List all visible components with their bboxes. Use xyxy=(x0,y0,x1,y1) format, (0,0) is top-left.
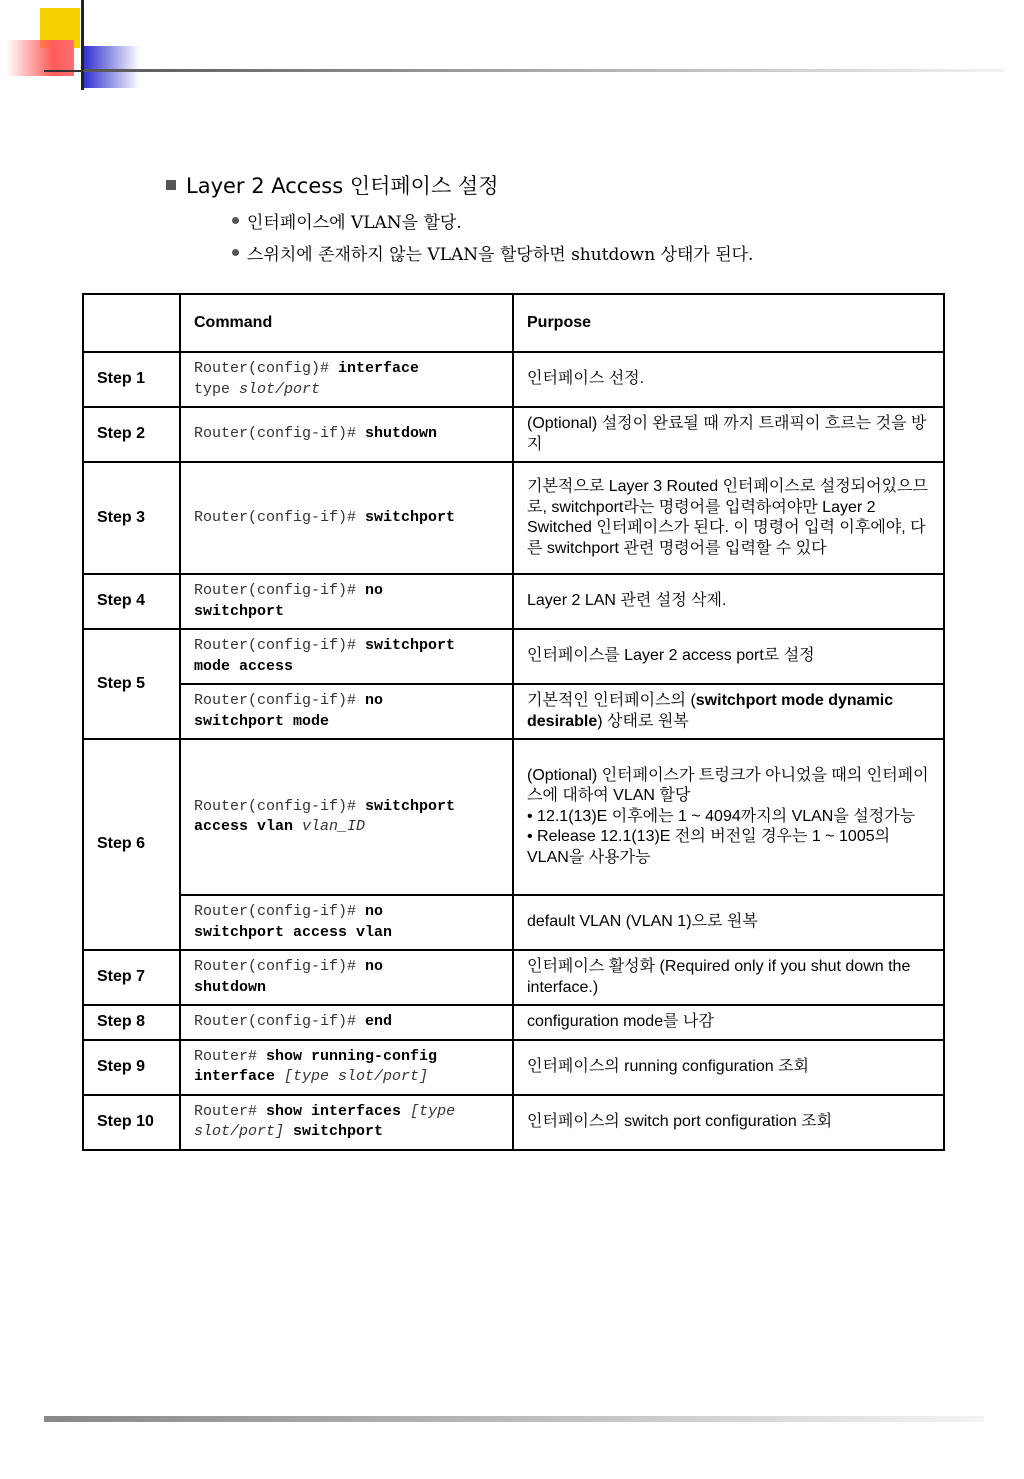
table-row xyxy=(83,950,944,1005)
table-row xyxy=(83,895,944,950)
purpose-cell: default VLAN (VLAN 1)으로 원복 xyxy=(513,895,944,950)
command-cell: Router(config)# interface type slot/port xyxy=(180,352,513,407)
header-rule xyxy=(84,69,1004,72)
command-cell: Router(config-if)# no shutdown xyxy=(180,950,513,1005)
purpose-cell: (Optional) 설정이 완료될 때 까지 트래픽이 흐르는 것을 방지 xyxy=(513,407,944,462)
dot-bullet-icon xyxy=(232,217,239,224)
purpose-cell: 기본적인 인터페이스의 (switchport mode dynamic desirable) 상태로 원복 xyxy=(513,684,944,739)
table-row xyxy=(83,574,944,629)
bullet-text: 인터페이스에 VLAN을 할당. xyxy=(247,213,462,233)
command-cell: Router(config-if)# no switchport xyxy=(180,574,513,629)
header-purpose: Purpose xyxy=(513,294,944,352)
bullet-item xyxy=(232,208,462,233)
table-row xyxy=(83,407,944,462)
table-row xyxy=(83,1005,944,1040)
step-label: Step 10 xyxy=(83,1095,180,1150)
purpose-cell: configuration mode를 나감 xyxy=(513,1005,944,1040)
square-bullet-icon xyxy=(166,180,176,190)
step-label: Step 8 xyxy=(83,1005,180,1040)
command-cell: Router# show interfaces [type slot/port] switchport xyxy=(180,1095,513,1150)
purpose-cell: 인터페이스 선정. xyxy=(513,352,944,407)
bullet-item xyxy=(232,240,753,265)
table-row xyxy=(83,684,944,739)
bullet-text: 스위치에 존재하지 않는 VLAN을 할당하면 shutdown 상태가 된다. xyxy=(247,245,754,265)
step-label: Step 5 xyxy=(83,629,180,739)
command-cell: Router# show running-config interface [type slot/port] xyxy=(180,1040,513,1095)
purpose-cell: 인터페이스 활성화 (Required only if you shut down the interface.) xyxy=(513,950,944,1005)
step-label: Step 6 xyxy=(83,739,180,950)
table-row xyxy=(83,1040,944,1095)
command-cell: Router(config-if)# shutdown xyxy=(180,407,513,462)
step-label: Step 7 xyxy=(83,950,180,1005)
footer-rule xyxy=(44,1416,984,1422)
section-heading xyxy=(166,170,499,200)
table-row xyxy=(83,352,944,407)
command-cell: Router(config-if)# no switchport mode xyxy=(180,684,513,739)
logo-vertical-line xyxy=(81,0,84,90)
table-row xyxy=(83,629,944,684)
step-label: Step 3 xyxy=(83,462,180,574)
purpose-cell: Layer 2 LAN 관련 설정 삭제. xyxy=(513,574,944,629)
table-row xyxy=(83,462,944,574)
logo-blue-block xyxy=(82,46,140,88)
command-cell: Router(config-if)# no switchport access vlan xyxy=(180,895,513,950)
heading-text: Layer 2 Access 인터페이스 설정 xyxy=(186,174,499,198)
step-label: Step 4 xyxy=(83,574,180,629)
dot-bullet-icon xyxy=(232,249,239,256)
table-row xyxy=(83,739,944,895)
purpose-cell: 인터페이스의 switch port configuration 조회 xyxy=(513,1095,944,1150)
header-command: Command xyxy=(180,294,513,352)
command-cell: Router(config-if)# switchport mode access xyxy=(180,629,513,684)
decorative-logo xyxy=(0,0,160,100)
header-step xyxy=(83,294,180,352)
command-table xyxy=(82,293,945,1151)
purpose-cell: 인터페이스의 running configuration 조회 xyxy=(513,1040,944,1095)
step-label: Step 2 xyxy=(83,407,180,462)
purpose-cell: 기본적으로 Layer 3 Routed 인터페이스로 설정되어있으므로, switchport라는 명령어를 입력하여야만 Layer 2 Switched 인터페이스가 된다. 이 명령어 입력 이후에야, 다른 switchport 관련 명령어를 입력할 수 있다 xyxy=(513,462,944,574)
purpose-cell: 인터페이스를 Layer 2 access port로 설정 xyxy=(513,629,944,684)
table-row xyxy=(83,1095,944,1150)
step-label: Step 9 xyxy=(83,1040,180,1095)
table-header-row xyxy=(83,294,944,352)
command-cell: Router(config-if)# end xyxy=(180,1005,513,1040)
command-cell: Router(config-if)# switchport access vlan vlan_ID xyxy=(180,739,513,895)
command-cell: Router(config-if)# switchport xyxy=(180,462,513,574)
step-label: Step 1 xyxy=(83,352,180,407)
purpose-cell: (Optional) 인터페이스가 트렁크가 아니었을 때의 인터페이스에 대하여 VLAN 할당 • 12.1(13)E 이후에는 1 ~ 4094까지의 VLAN을 설정가능 • Release 12.1(13)E 전의 버전일 경우는 1 ~ 1005의 VLAN을 사용가능 xyxy=(513,739,944,895)
